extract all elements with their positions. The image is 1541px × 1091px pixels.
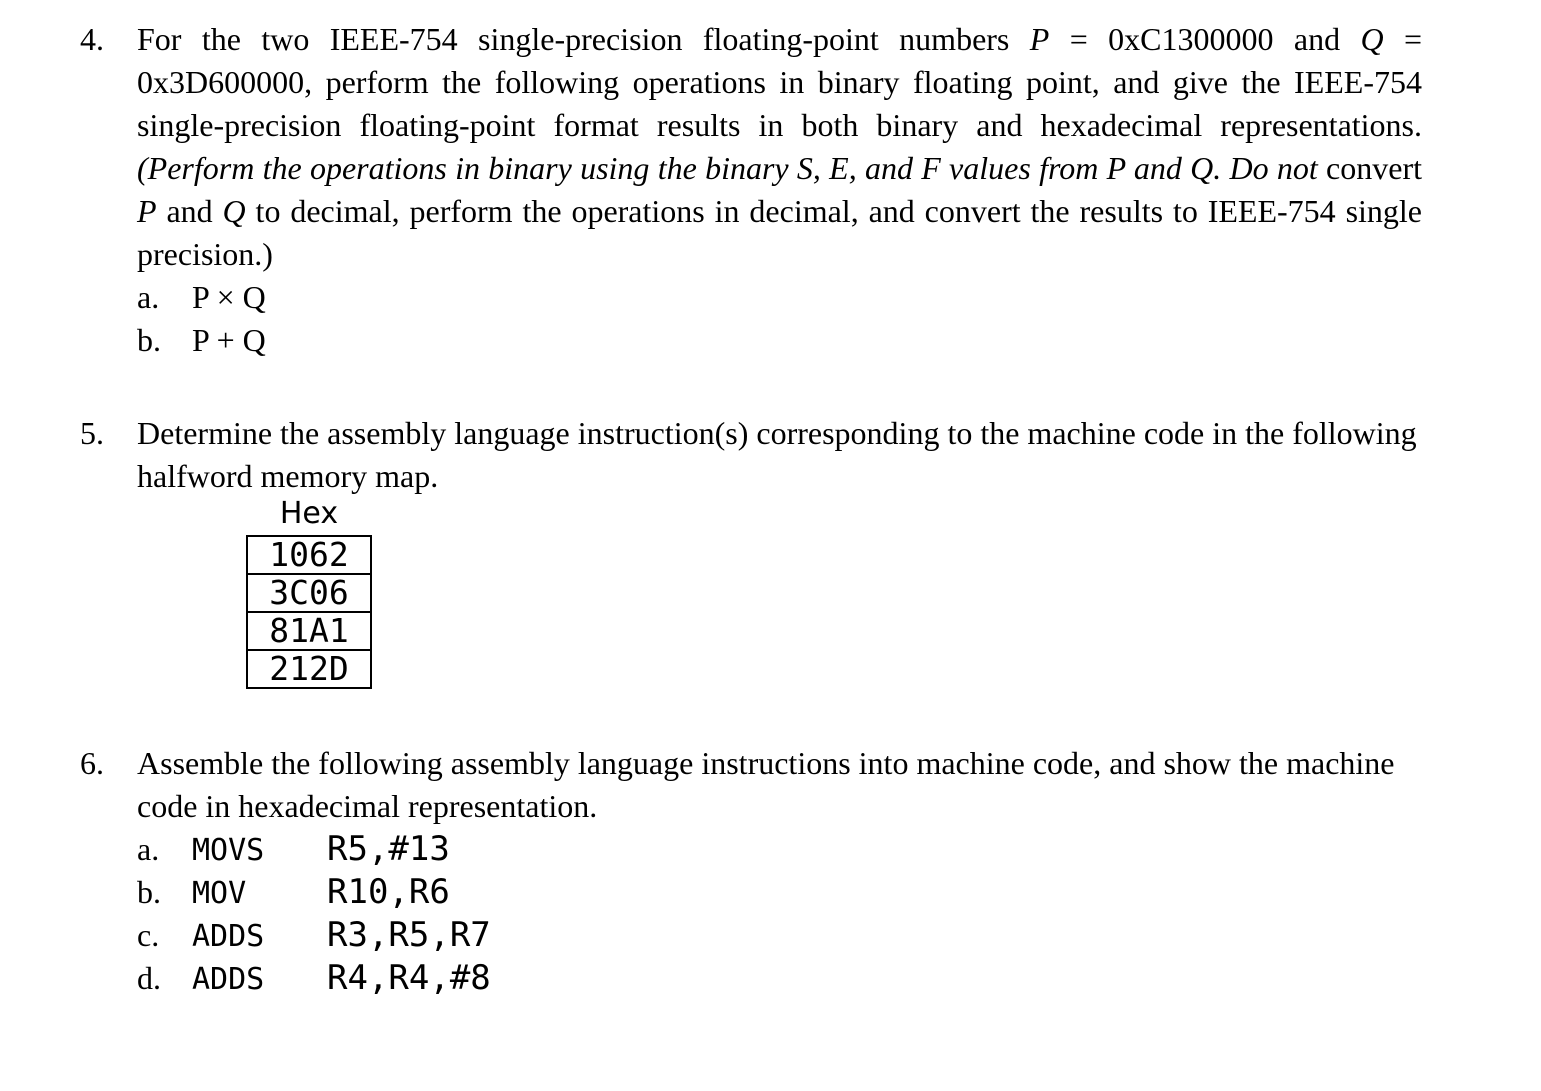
item-label: b. bbox=[137, 874, 161, 910]
problem-4-item-a bbox=[137, 276, 1422, 319]
instruction-mnemonic: ADDS bbox=[192, 962, 265, 997]
item-label: d. bbox=[137, 960, 161, 996]
item-label: c. bbox=[137, 917, 160, 953]
problem-4-intro: For the two IEEE-754 single-precision floating-point numbers bbox=[137, 21, 1030, 57]
problem-6-body bbox=[137, 742, 1422, 1000]
var-q: Q bbox=[1360, 21, 1384, 57]
memory-map-header: Hex bbox=[279, 496, 339, 531]
instruction-mnemonic: MOVS bbox=[192, 833, 265, 868]
memory-cell: 212D bbox=[247, 650, 371, 688]
halfword-memory-map bbox=[246, 495, 372, 689]
item-expression: P + Q bbox=[192, 322, 266, 358]
memory-row bbox=[247, 650, 371, 688]
problem-6-item-c bbox=[137, 914, 1422, 957]
problem-5-body bbox=[137, 412, 1422, 498]
note-rest: to decimal, perform the operations in decimal, and convert the results to IEEE-754 single precision.) bbox=[137, 193, 1423, 272]
item-label: a. bbox=[137, 279, 160, 315]
memory-row bbox=[247, 574, 371, 612]
memory-row bbox=[247, 536, 371, 574]
instruction-mnemonic: MOV bbox=[192, 876, 247, 911]
problem-6-item-a bbox=[137, 828, 1422, 871]
problem-5-statement: Determine the assembly language instruction(s) corresponding to the machine code in the following halfword memory map. bbox=[137, 415, 1417, 494]
note-and: and bbox=[156, 193, 223, 229]
instruction-operands: R5,#13 bbox=[327, 829, 450, 869]
problem-6-number: 6. bbox=[80, 745, 104, 781]
problem-4-item-b bbox=[137, 319, 1422, 362]
item-label: b. bbox=[137, 322, 161, 358]
problem-5-number: 5. bbox=[80, 415, 104, 451]
memory-map-table bbox=[246, 535, 372, 689]
memory-row bbox=[247, 612, 371, 650]
instruction-operands: R10,R6 bbox=[327, 872, 450, 912]
item-expression: P × Q bbox=[192, 279, 266, 315]
memory-cell: 3C06 bbox=[247, 574, 371, 612]
instruction-mnemonic: ADDS bbox=[192, 919, 265, 954]
q-value-and-task: = 0x3D600000, perform the following operations in binary floating point, and give the IEEE-754 single-precision floating-point format results in both binary and hexadecimal representations. bbox=[137, 21, 1423, 143]
instruction-note: (Perform the operations in binary using the binary S, E, and F values from P and Q. Do not bbox=[137, 150, 1318, 186]
note-var-q: Q bbox=[222, 193, 246, 229]
item-label: a. bbox=[137, 831, 160, 867]
problem-6-item-d bbox=[137, 957, 1422, 1000]
note-convert: convert bbox=[1317, 150, 1423, 186]
memory-cell: 1062 bbox=[247, 536, 371, 574]
problem-4-body bbox=[137, 18, 1422, 362]
problem-4-statement bbox=[137, 18, 1422, 276]
memory-cell: 81A1 bbox=[247, 612, 371, 650]
problem-6-item-b bbox=[137, 871, 1422, 914]
var-p: P bbox=[1029, 21, 1050, 57]
instruction-operands: R3,R5,R7 bbox=[327, 915, 491, 955]
problem-6-statement: Assemble the following assembly language instructions into machine code, and show the machine code in hexadecimal representation. bbox=[137, 745, 1395, 824]
problem-4-number: 4. bbox=[80, 21, 104, 57]
instruction-operands: R4,R4,#8 bbox=[327, 958, 491, 998]
p-value: = 0xC1300000 and bbox=[1049, 21, 1341, 57]
note-var-p: P bbox=[137, 193, 157, 229]
